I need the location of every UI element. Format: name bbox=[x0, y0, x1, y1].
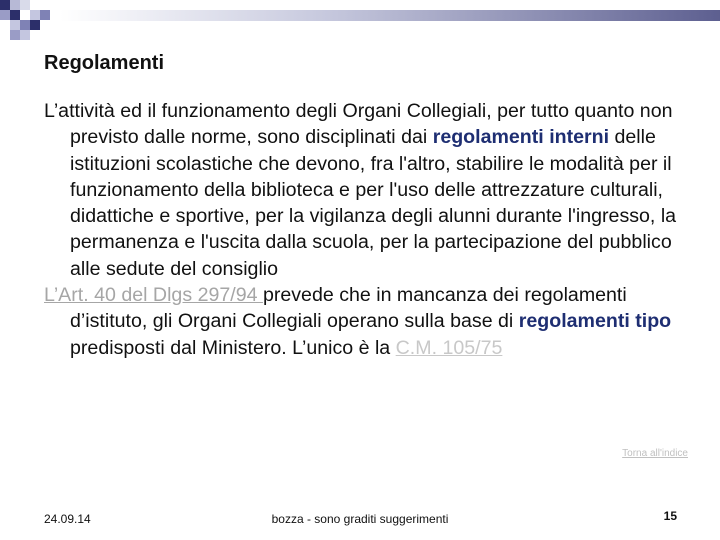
p1-emphasis: regolamenti interni bbox=[432, 126, 610, 149]
p2-text-2: predisposti dal Ministero. L’unico è la bbox=[70, 336, 396, 359]
deco-square bbox=[20, 0, 30, 10]
p1-text-before: L’attività ed il funzionamento degli Organi Collegiali, per tutto quanto non previsto dalle norme, sono disciplinati dai bbox=[44, 100, 673, 149]
p2-text-1: prevede che in mancanza dei regolamenti d’istituto, gli Organi Collegiali operano sulla base di bbox=[70, 284, 627, 333]
slide-body bbox=[44, 98, 694, 361]
footer-note: bozza - sono graditi suggerimenti bbox=[271, 512, 449, 526]
dlgs-link[interactable]: L’Art. 40 del Dlgs 297/94 bbox=[44, 284, 263, 307]
p1-text-after: delle istituzioni scolastiche che devono, fra l'altro, stabilire le modalità per il funzionamento della biblioteca e per l'uso delle attrezzature culturali, didattiche e sportive, per la vigilanza degli alunni durante l'ingresso, la permanenza e l'uscita dalla scuola, per la partecipazione del pubblico alle sedute del consiglio bbox=[70, 126, 677, 280]
header-gradient-bar bbox=[60, 10, 720, 21]
slide-title: Regolamenti bbox=[44, 52, 165, 74]
circolare-link[interactable]: C.M. 105/75 bbox=[395, 336, 503, 359]
deco-square bbox=[30, 10, 40, 20]
deco-square bbox=[20, 30, 30, 40]
deco-square bbox=[10, 10, 20, 20]
footer-date: 24.09.14 bbox=[44, 512, 91, 526]
deco-square bbox=[0, 10, 10, 20]
deco-square bbox=[0, 0, 10, 10]
paragraph-regolamenti-interni bbox=[44, 98, 694, 282]
deco-square bbox=[20, 20, 30, 30]
deco-square bbox=[10, 0, 20, 10]
decorative-squares bbox=[0, 0, 60, 50]
paragraph-regolamenti-tipo bbox=[44, 282, 694, 361]
deco-square bbox=[40, 10, 50, 20]
page-number: 15 bbox=[663, 509, 677, 523]
deco-square bbox=[10, 30, 20, 40]
deco-square bbox=[10, 20, 20, 30]
back-to-index-link[interactable]: Torna all'indice bbox=[622, 448, 688, 459]
deco-square bbox=[30, 20, 40, 30]
p2-emphasis: regolamenti tipo bbox=[518, 310, 672, 333]
